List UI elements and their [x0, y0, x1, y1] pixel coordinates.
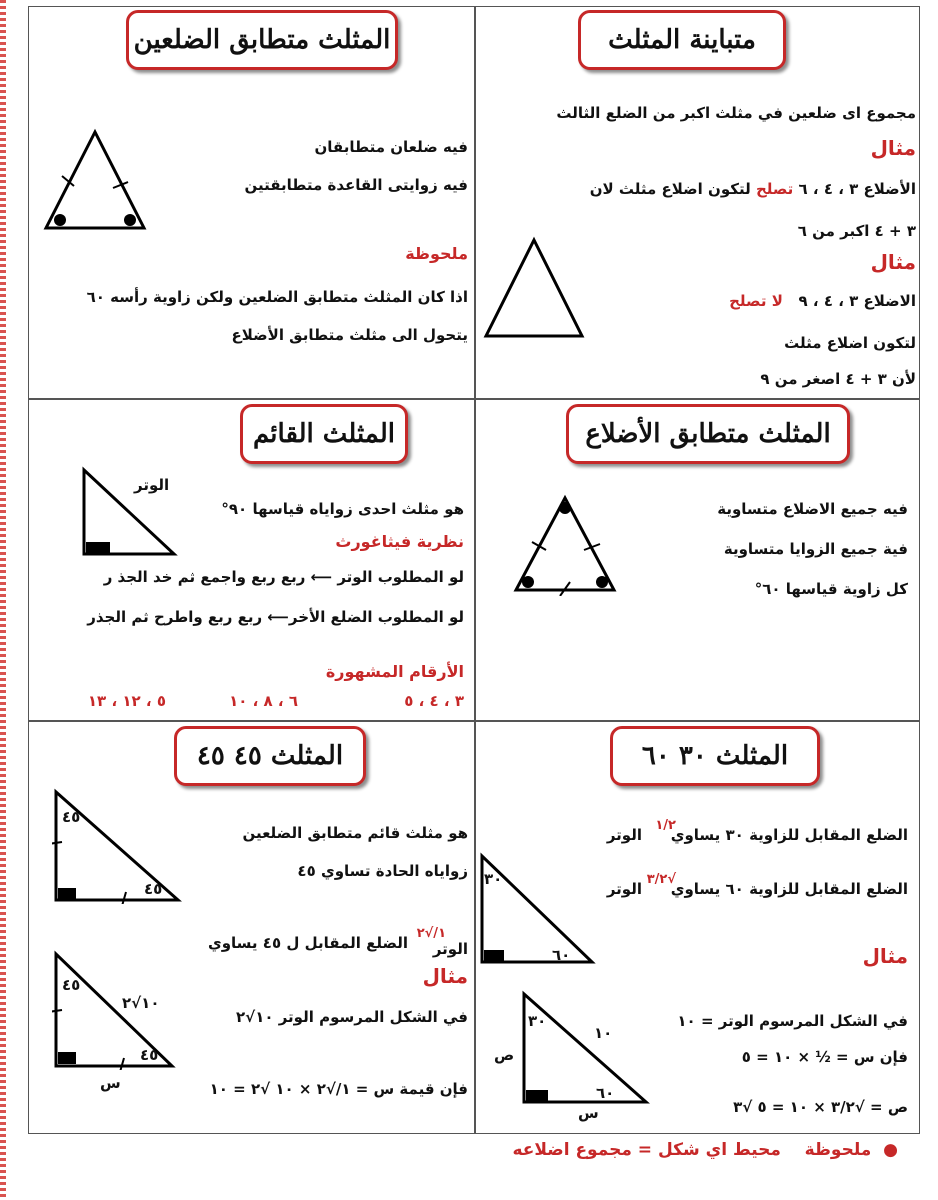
example-1-sides: الأضلاع ٣ ، ٤ ، ٦ [798, 180, 916, 198]
fraction-root3-over-2: √٣/٢ [646, 872, 676, 887]
label-angle-30-b: ٣٠ [528, 1012, 547, 1030]
label-angle-30-a: ٣٠ [484, 870, 503, 888]
text-isosceles-note: اذا كان المثلث متطابق الضلعين ولكن زاوية رأسه ٦٠ [86, 288, 468, 306]
label-side-x-45: س [100, 1074, 121, 1092]
text-isosceles-angles: فيه زوايتى القاعدة متطابقتين [244, 176, 468, 194]
title-right-triangle: المثلث القائم [240, 404, 408, 464]
title-30-60-triangle: المثلث ٣٠ ٦٠ [610, 726, 820, 786]
label-note-isosceles: ملحوظة [405, 244, 468, 263]
text-pythagoras-leg: لو المطلوب الضلع الأخر⟵ ربع ربع واطرح ثم الجذر [87, 608, 464, 626]
example-2-sides: الاضلاع ٣ ، ٤ ، ٩ [798, 292, 916, 310]
text-45-acute-angles: زواياه الحادة تساوي ٤٥ [297, 862, 468, 880]
text-opposite-45: الضلع المقابل ل ٤٥ يساوي [207, 934, 408, 952]
text-equilateral-sides: فيه جميع الاضلاع متساوية [717, 500, 908, 518]
triangle-45-figure-1 [52, 788, 182, 904]
text-45-definition: هو مثلث قائم متطابق الضلعين [242, 824, 468, 842]
famous-triple-1: ٣ ، ٤ ، ٥ [404, 692, 464, 710]
label-side-x: س [578, 1104, 599, 1122]
example-2-sum: لأن ٣ + ٤ اصغر من ٩ [760, 370, 916, 388]
title-triangle-inequality: متباينة المثلث [578, 10, 786, 70]
label-45-d: ٤٥ [140, 1046, 159, 1064]
page-edge-decoration [0, 0, 6, 1200]
text-opposite-30: الضلع المقابل للزاوية ٣٠ يساوي [670, 826, 908, 844]
famous-triple-2: ٦ ، ٨ ، ١٠ [229, 692, 298, 710]
title-45-45-triangle: المثلث ٤٥ ٤٥ [174, 726, 366, 786]
text-example-x: فإن س = ½ × ١٠ = ٥ [741, 1048, 908, 1066]
label-hypotenuse: الوتر [134, 476, 170, 494]
grid-divider-2 [28, 720, 920, 722]
label-angle-60-b: ٦٠ [596, 1084, 615, 1102]
text-equilateral-angles: فية جميع الزوايا متساوية [723, 540, 908, 558]
example-2-line [729, 292, 916, 310]
text-right-definition: هو مثلث احدى زواياه قياسها ٩٠° [221, 500, 464, 518]
label-angle-60-a: ٦٠ [552, 946, 571, 964]
text-hypotenuse-30: الوتر [606, 826, 642, 844]
fraction-one-half: ١/٢ [655, 818, 676, 833]
label-45-b: ٤٥ [144, 880, 163, 898]
example-1-valid: تصلح [755, 180, 794, 198]
text-hypotenuse-45: الوتر [432, 940, 468, 958]
title-equilateral-triangle: المثلث متطابق الأضلاع [566, 404, 850, 464]
triangle-figure-generic [482, 236, 586, 340]
label-45-c: ٤٥ [62, 976, 81, 994]
text-hypotenuse-60: الوتر [606, 880, 642, 898]
label-pythagoras: نظرية فيثاغورث [335, 532, 464, 551]
famous-triple-3: ٥ ، ١٢ ، ١٣ [87, 692, 166, 710]
label-side-y: ص [494, 1046, 515, 1064]
footer-note-label: ملحوظة [804, 1140, 872, 1160]
text-isosceles-sides: فيه ضلعان متطابقان [314, 138, 468, 156]
example-1-line [590, 180, 916, 198]
text-opposite-60: الضلع المقابل للزاوية ٦٠ يساوي [670, 880, 908, 898]
triangle-30-60-figure-2 [520, 990, 650, 1106]
grid-divider-1 [28, 398, 920, 400]
label-hyp-10: ١٠ [594, 1024, 613, 1042]
text-equilateral-angle-60: كل زاوية قياسها ٦٠° [754, 580, 908, 598]
label-example-30-60: مثال [862, 944, 908, 968]
example-2-reason: لتكون اضلاع مثلث [784, 334, 916, 352]
text-example-hyp-10: في الشكل المرسوم الوتر = ١٠ [677, 1012, 908, 1030]
grid-divider-vertical [474, 6, 476, 1134]
text-example-hyp-45: في الشكل المرسوم الوتر ١٠√٢ [236, 1008, 468, 1026]
title-isosceles-triangle: المثلث متطابق الضلعين [126, 10, 398, 70]
example-1-reason: لتكون اضلاع مثلث لان [589, 180, 751, 198]
example-1-sum: ٣ + ٤ اكبر من ٦ [797, 222, 916, 240]
label-45-a: ٤٥ [62, 808, 81, 826]
footer-note-text: محيط اي شكل = مجموع اضلاعه [512, 1140, 781, 1160]
text-inequality-rule: مجموع اى ضلعين في مثلث اكبر من الضلع الثالث [556, 104, 916, 122]
label-hyp-10root2: ١٠√٢ [122, 994, 160, 1012]
example-2-invalid: لا تصلح [729, 292, 783, 310]
text-pythagoras-hypotenuse: لو المطلوب الوتر ⟵ ربع ربع واجمع ثم خد الجذ ر [103, 568, 464, 586]
isosceles-triangle-figure [40, 128, 150, 232]
fraction-one-over-root2: ١/√٢ [416, 926, 446, 941]
label-example-2: مثال [870, 250, 916, 274]
bullet-icon: ● [883, 1140, 898, 1160]
text-isosceles-becomes: يتحول الى مثلث متطابق الأضلاع [231, 326, 468, 344]
label-example-1: مثال [870, 136, 916, 160]
label-famous-numbers: الأرقام المشهورة [325, 662, 464, 681]
footer-note [512, 1140, 898, 1160]
label-example-45: مثال [422, 964, 468, 988]
equilateral-triangle-figure [510, 492, 620, 596]
text-example-y: ص = √٣/٢ × ١٠ = ٥ √٣ [733, 1098, 908, 1116]
text-example-x-45: فإن قيمة س = ١/√٢ × ١٠ √٢ = ١٠ [209, 1080, 468, 1098]
